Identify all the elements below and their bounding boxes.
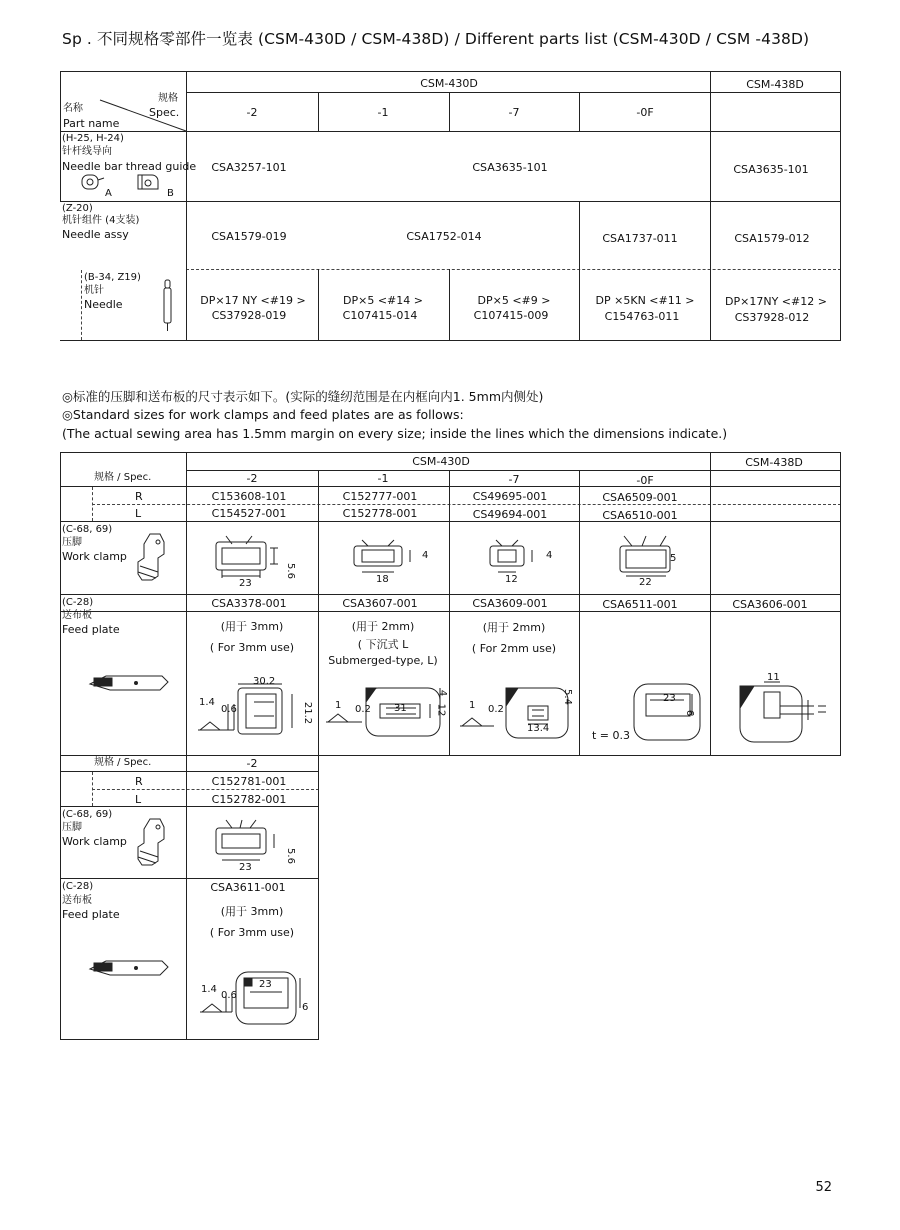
plate-drawing: [324, 684, 448, 742]
dim-height: 4: [422, 550, 429, 561]
dim-d: 0.6: [221, 704, 237, 715]
dim-height: 5.6: [284, 563, 296, 579]
row-code: (C-28): [62, 881, 94, 892]
r-code: CS49695-001: [472, 490, 548, 503]
row-name-en: Feed plate: [62, 623, 120, 636]
dim-width: 18: [376, 574, 389, 585]
row-name-en: Work clamp: [62, 835, 127, 848]
dim-d: 1: [335, 700, 342, 711]
dim-c: 4: [437, 689, 449, 697]
l-label: L: [135, 507, 142, 520]
plate-code: CSA6511-001: [602, 598, 678, 611]
page-number: 52: [815, 1180, 832, 1195]
row-name-cn: 针杆线导向: [62, 146, 112, 157]
model-430d-header: CSM-430D: [420, 77, 478, 90]
plate-drawing: [196, 968, 316, 1034]
dim-height: 5.6: [284, 848, 296, 864]
dim-a: 13.4: [527, 723, 550, 734]
part-code: CSA3635-101: [472, 161, 548, 174]
row-name-en: Needle: [84, 298, 123, 311]
row-name-en: Needle bar thread guide: [62, 160, 197, 173]
dim-b: 5.4: [561, 689, 573, 705]
row-name-cn: 压脚: [62, 537, 82, 548]
clamp-drawing: [212, 816, 302, 874]
plate-code: CSA3607-001: [342, 597, 418, 610]
row-code: (C-68, 69): [62, 524, 113, 535]
part-code: CSA1579-019: [211, 230, 287, 243]
thickness-label: t = 0.3: [592, 729, 631, 742]
dim-a: 30.2: [253, 676, 276, 687]
l-code: CS49694-001: [472, 508, 548, 521]
needle-spec: DP×17 NY <#19 >: [200, 294, 306, 307]
plate-code: CSA3378-001: [211, 597, 287, 610]
clamp-drawing: [212, 532, 302, 590]
part-code: CS37928-019: [211, 309, 287, 322]
part-code: CSA1579-012: [734, 232, 810, 245]
row-name-cn: 机针: [84, 285, 104, 296]
dim-c: 1: [469, 700, 476, 711]
use-note-en: ( For 3mm use): [209, 926, 295, 939]
dim-d: 0.6: [221, 990, 237, 1001]
dim-c: 1.4: [199, 697, 215, 708]
spec-label-en: Spec.: [149, 106, 180, 119]
part-code: CSA1752-014: [406, 230, 482, 243]
row-name-en: Needle assy: [62, 228, 129, 241]
use-note-en: ( For 3mm use): [209, 641, 295, 654]
use-note-a: ( 下沉式 L: [357, 638, 409, 651]
plate-drawing: [734, 672, 834, 748]
dim-a: 11: [767, 672, 780, 683]
r-code: C152777-001: [342, 490, 418, 503]
needle-spec: DP×17NY <#12 >: [725, 295, 827, 308]
dim-a: 23: [663, 693, 676, 704]
row-name-en: Feed plate: [62, 908, 120, 921]
needle-spec: DP ×5KN <#11 >: [595, 294, 695, 307]
dim-b: 12: [435, 703, 447, 717]
work-clamp-icon: [128, 530, 176, 582]
spec-label-cn: 规格: [158, 93, 178, 104]
row-code: (C-68, 69): [62, 809, 113, 820]
spec-col: -1: [377, 472, 389, 485]
dim-d: 0.2: [488, 704, 504, 715]
dim-width: 12: [505, 574, 518, 585]
dim-width: 23: [239, 862, 252, 873]
row-code: (H-25, H-24): [62, 133, 124, 144]
spec-col: -7: [508, 106, 520, 119]
spec-col: -7: [508, 473, 520, 486]
l-code: C152782-001: [211, 793, 287, 806]
spec-label: 规格 / Spec.: [94, 757, 152, 768]
plate-drawing: [456, 684, 576, 746]
plate-code: CSA3606-001: [732, 598, 808, 611]
l-code: C152778-001: [342, 507, 418, 520]
r-label: R: [135, 490, 143, 503]
spec-col: -1: [377, 106, 389, 119]
part-code: C107415-014: [342, 309, 418, 322]
needle-spec: DP×5 <#14 >: [343, 294, 423, 307]
note-en-2: (The actual sewing area has 1.5mm margin on every size; inside the lines which the dimensions indicate.): [62, 426, 728, 441]
use-note-b: Submerged-type, L): [328, 654, 438, 667]
label-b: B: [167, 188, 174, 199]
part-code: CSA1737-011: [602, 232, 678, 245]
part-code: CSA3635-101: [733, 163, 809, 176]
dim-width: 23: [239, 578, 252, 589]
dim-width: 22: [639, 577, 652, 588]
model-430d-header: CSM-430D: [412, 455, 470, 468]
spec-col: -2: [246, 472, 258, 485]
l-code: CSA6510-001: [602, 509, 678, 522]
dim-c: 1.4: [201, 984, 217, 995]
plate-code: CSA3609-001: [472, 597, 548, 610]
feed-plate-icon: [86, 953, 172, 983]
use-note-cn: (用于 2mm): [351, 620, 415, 633]
dim-height: 4: [546, 550, 553, 561]
r-code: CSA6509-001: [602, 491, 678, 504]
note-en-1: ◎Standard sizes for work clamps and feed plates are as follows:: [62, 407, 464, 422]
dim-b: 6: [684, 709, 696, 717]
r-label: R: [135, 775, 143, 788]
plate-code: CSA3611-001: [210, 881, 286, 894]
model-438d-header: CSM-438D: [746, 78, 804, 91]
label-a: A: [105, 188, 112, 199]
use-note-cn: (用于 3mm): [220, 620, 284, 633]
clamp-drawing: [350, 536, 430, 584]
l-code: C154527-001: [211, 507, 287, 520]
row-name-cn: 送布板: [62, 610, 92, 621]
part-code: CS37928-012: [734, 311, 810, 324]
dim-a: 31: [394, 703, 407, 714]
model-438d-header: CSM-438D: [745, 456, 803, 469]
dim-a: 23: [259, 979, 272, 990]
dim-b: 21.2: [302, 701, 314, 725]
part-code: CSA3257-101: [211, 161, 287, 174]
r-code: C152781-001: [211, 775, 287, 788]
part-code: C154763-011: [604, 310, 680, 323]
use-note-cn: (用于 3mm): [220, 905, 284, 918]
dim-e: 0.2: [355, 704, 371, 715]
row-name-en: Work clamp: [62, 550, 127, 563]
part-code: C107415-009: [473, 309, 549, 322]
spec-label: 规格 / Spec.: [94, 472, 152, 483]
dim-height: 5: [670, 553, 677, 564]
use-note-en: ( For 2mm use): [471, 642, 557, 655]
needle-spec: DP×5 <#9 >: [477, 294, 551, 307]
spec-col: -0F: [636, 474, 654, 487]
part-name-label-en: Part name: [63, 117, 120, 130]
part-name-label-cn: 名称: [63, 103, 83, 114]
row-name-cn: 压脚: [62, 822, 82, 833]
row-code: (B-34, Z19): [84, 272, 141, 283]
work-clamp-icon: [128, 815, 176, 867]
note-cn: ◎标准的压脚和送布板的尺寸表示如下。(实际的缝纫范围是在内框向内1. 5mm内侧处): [62, 389, 544, 404]
feed-plate-icon: [86, 668, 172, 698]
spec-col: -0F: [636, 106, 654, 119]
row-code: (Z-20): [62, 203, 93, 214]
clamp-drawing: [616, 532, 696, 588]
row-name-cn: 机针组件 (4支装): [62, 215, 140, 226]
r-code: C153608-101: [211, 490, 287, 503]
dim-b: 6: [302, 1002, 309, 1013]
row-code: (C-28): [62, 597, 94, 608]
row-name-cn: 送布板: [62, 895, 92, 906]
page-title: Sp . 不同规格零部件一览表 (CSM-430D / CSM-438D) / Different parts list (CSM-430D / CSM -438D): [62, 30, 810, 48]
needle-icon: [160, 278, 176, 333]
l-label: L: [135, 793, 142, 806]
use-note-cn: (用于 2mm): [482, 621, 546, 634]
spec-col: -2: [246, 757, 258, 770]
spec-col: -2: [246, 106, 258, 119]
